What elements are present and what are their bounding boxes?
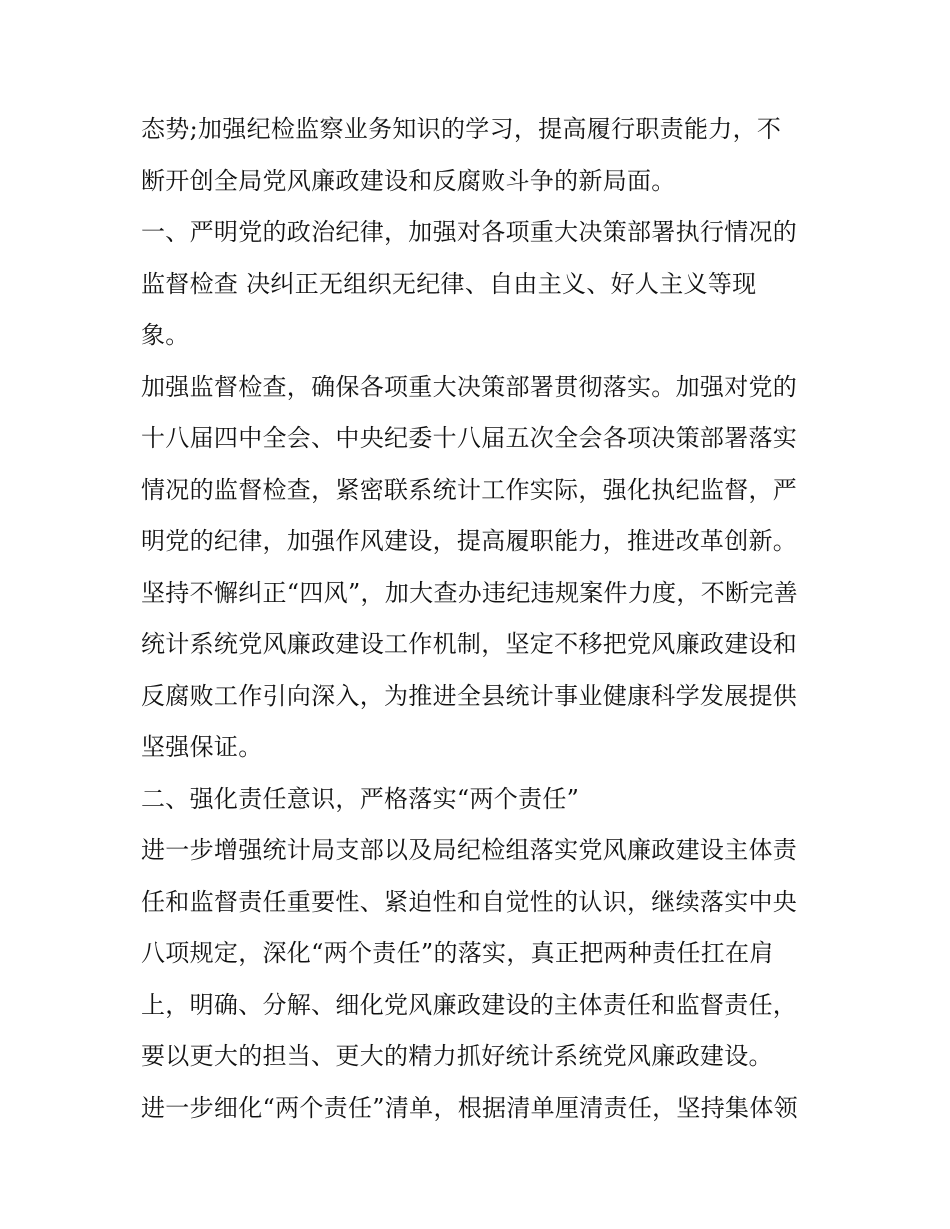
text-line: 坚强保证。 (141, 733, 263, 761)
text-line: 坚持不懈纠正“四风”，加大查办违纪违规案件力度，不断完善 (141, 578, 798, 607)
section-heading: 一、严明党的政治纪律，加强对各项重大决策部署执行情况的 (141, 218, 798, 246)
text-line: 加强监督检查，确保各项重大决策部署贯彻落实。加强对党的 (141, 372, 798, 401)
text-line: 要以更大的担当、更大的精力抓好统计系统党风廉政建设。 (141, 1042, 773, 1070)
text-line: 任和监督责任重要性、紧迫性和自觉性的认识，继续落实中央 (141, 887, 798, 916)
text-line: 统计系统党风廉政建设工作机制，坚定不移把党风廉政建设和 (141, 630, 798, 658)
section-heading: 二、强化责任意识，严格落实“两个责任” (141, 784, 580, 813)
text-line: 十八届四中全会、中央纪委十八届五次全会各项决策部署落实 (141, 424, 798, 452)
text-line: 明党的纪律，加强作风建设，提高履职能力，推进改革创新。 (141, 527, 798, 555)
text-line: 情况的监督检查，紧密联系统计工作实际，强化执纪监督，严 (141, 475, 798, 504)
document-body (141, 109, 821, 1139)
text-line: 态势;加强纪检监察业务知识的学习，提高履行职责能力，不 (141, 115, 782, 143)
text-line: 断开创全局党风廉政建设和反腐败斗争的新局面。 (141, 166, 676, 195)
section-heading: 监督检查 决纠正无组织无纪律、自由主义、好人主义等现 (141, 269, 757, 298)
text-line: 上，明确、分解、细化党风廉政建设的主体责任和监督责任， (141, 990, 798, 1019)
text-line: 八项规定，深化“两个责任”的落实，真正把两种责任扛在肩 (141, 939, 774, 967)
text-line: 反腐败工作引向深入，为推进全县统计事业健康科学发展提供 (141, 681, 798, 710)
text-line: 进一步增强统计局支部以及局纪检组落实党风廉政建设主体责 (141, 836, 798, 864)
section-heading: 象。 (141, 321, 190, 349)
text-line: 进一步细化“两个责任”清单，根据清单厘清责任，坚持集体领 (141, 1093, 798, 1122)
